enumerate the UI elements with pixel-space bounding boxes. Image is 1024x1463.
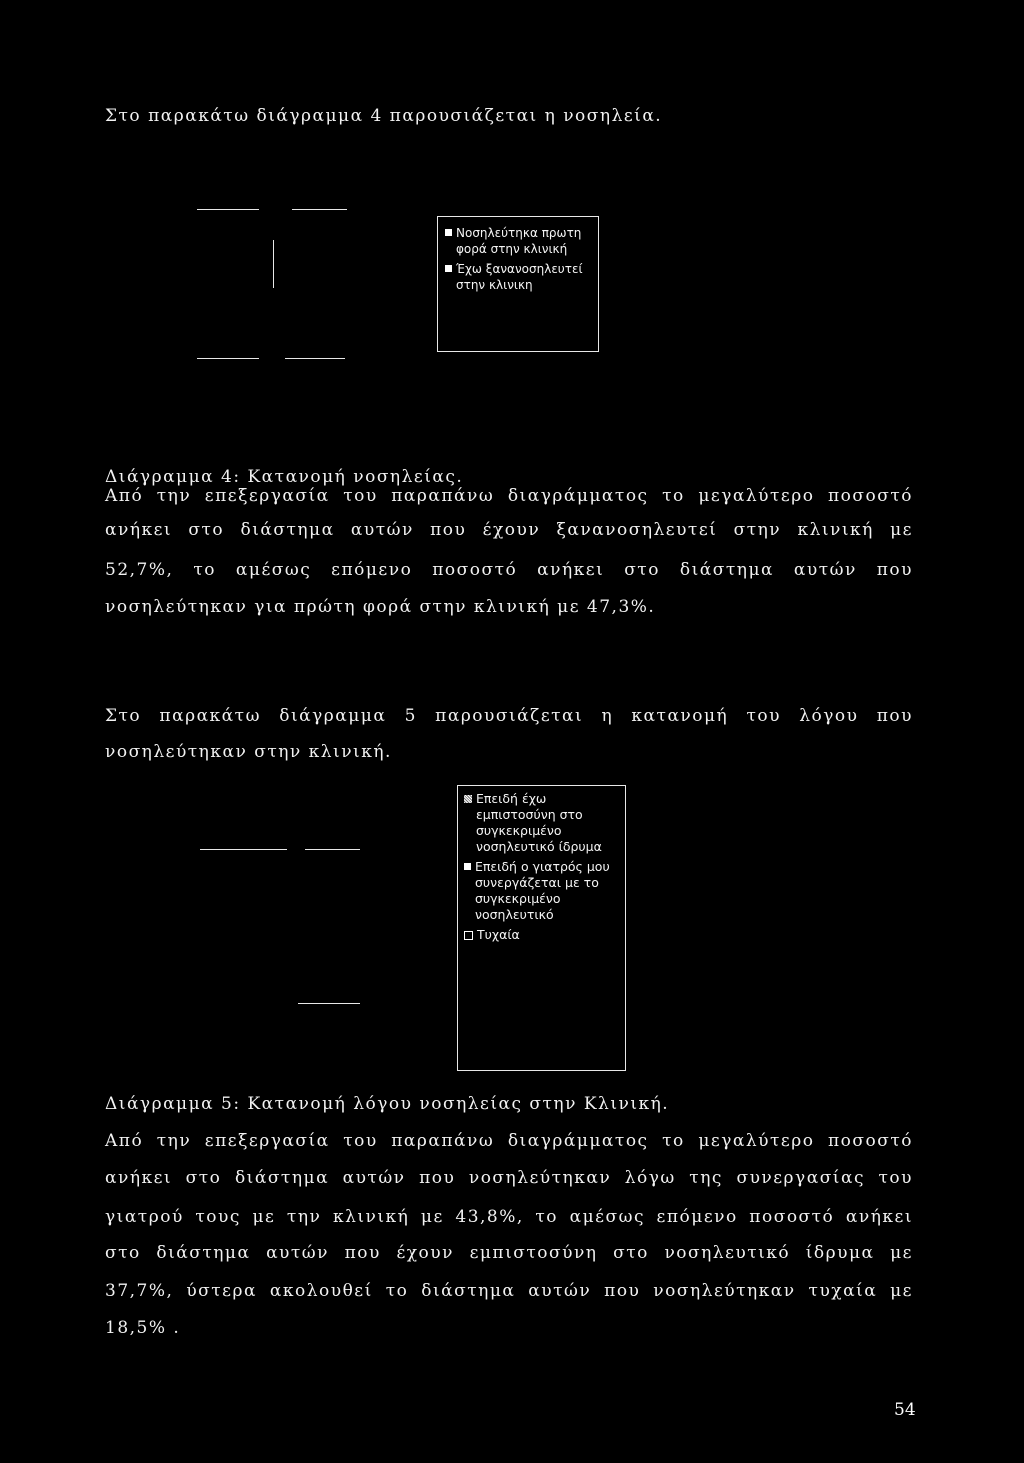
chart4-legend-item — [445, 225, 594, 257]
paragraph-line: νοσηλεύτηκαν για πρώτη φορά στην κλινική με 47,3%. — [105, 597, 656, 617]
paragraph-line: 18,5% . — [105, 1318, 181, 1338]
chart5-legend-item — [464, 791, 621, 855]
paragraph-line: Από την επεξεργασία του παραπάνω διαγράμματος το μεγαλύτερο ποσοστό — [105, 486, 913, 506]
paragraph-line: στο διάστημα αυτών που έχουν εμπιστοσύνη στο νοσηλευτικό ίδρυμα με — [105, 1243, 913, 1263]
chart5-legend-label: Τυχαία — [477, 927, 520, 942]
chart5-legend-label: Επειδή έχω εμπιστοσύνη στο συγκεκριμένο νοσηλευτικό ίδρυμα — [476, 791, 602, 854]
chart5-legend-label: Επειδή ο γιατρός μου συνεργάζεται με το συγκεκριμένο νοσηλευτικό — [475, 859, 610, 922]
page-number: 54 — [894, 1400, 916, 1420]
chart5-legend — [457, 785, 626, 1071]
chart5-legend-item — [464, 859, 621, 923]
chart4-caption: Διάγραμμα 4: Κατανομή νοσηλείας. — [105, 467, 464, 487]
paragraph-line: 37,7%, ύστερα ακολουθεί το διάστημα αυτών που νοσηλεύτηκαν τυχαία με — [105, 1281, 913, 1301]
chart5-frame-line — [200, 849, 287, 850]
legend-swatch-icon — [464, 931, 473, 940]
chart4-frame-line — [292, 209, 347, 210]
legend-swatch-icon — [445, 229, 452, 236]
legend-swatch-icon — [445, 265, 452, 272]
chart5-legend-item — [464, 927, 621, 943]
chart5-intro-line: Στο παρακάτω διάγραμμα 5 παρουσιάζεται η κατανομή του λόγου που — [105, 706, 913, 726]
chart5-frame-line — [298, 1003, 360, 1004]
legend-swatch-icon — [464, 795, 472, 803]
chart5-intro-line: νοσηλεύτηκαν στην κλινική. — [105, 742, 392, 762]
chart4-legend-label: Έχω ξανανοσηλευτεί στην κλινικη — [456, 262, 583, 292]
paragraph-line: ανήκει στο διάστημα αυτών που νοσηλεύτηκαν λόγω της συνεργασίας του — [105, 1168, 913, 1188]
chart4-frame-line — [197, 209, 259, 210]
chart4-frame-line — [197, 358, 259, 359]
paragraph-line: ανήκει στο διάστημα αυτών που έχουν ξανανοσηλευτεί στην κλινική με — [105, 520, 913, 540]
chart4-legend — [437, 216, 599, 352]
paragraph-line: 52,7%, το αμέσως επόμενο ποσοστό ανήκει στο διάστημα αυτών που — [105, 560, 913, 580]
chart4-legend-item — [445, 261, 594, 293]
chart4-frame-line — [285, 358, 345, 359]
chart5-caption: Διάγραμμα 5: Κατανομή λόγου νοσηλείας στην Κλινική. — [105, 1094, 670, 1114]
chart5-frame-line — [305, 849, 360, 850]
paragraph-line: γιατρού τους με την κλινική με 43,8%, το αμέσως επόμενο ποσοστό ανήκει — [105, 1207, 913, 1227]
chart4-intro: Στο παρακάτω διάγραμμα 4 παρουσιάζεται η νοσηλεία. — [105, 106, 663, 126]
paragraph-line: Από την επεξεργασία του παραπάνω διαγράμματος το μεγαλύτερο ποσοστό — [105, 1131, 913, 1151]
legend-swatch-icon — [464, 863, 471, 870]
chart4-frame-line — [273, 240, 274, 288]
chart4-legend-label: Νοσηλεύτηκα πρωτη φορά στην κλινική — [456, 226, 582, 256]
